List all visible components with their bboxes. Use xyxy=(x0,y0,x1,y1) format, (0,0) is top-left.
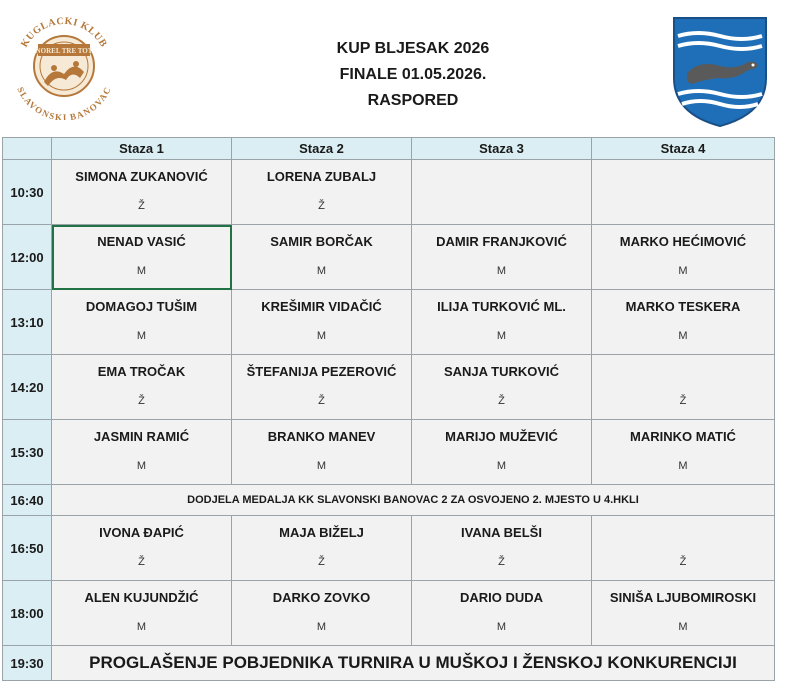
player-category: M xyxy=(496,265,507,277)
player-cell[interactable] xyxy=(592,160,775,225)
table-row xyxy=(3,290,775,355)
player-cell[interactable] xyxy=(232,225,412,290)
logo-inner-text: NOREL TRE TOT xyxy=(35,47,93,55)
event-row xyxy=(3,485,775,516)
player-name: KREŠIMIR VIDAČIĆ xyxy=(261,299,382,314)
player-name: MARKO HEĆIMOVIĆ xyxy=(619,234,747,249)
player-category: Ž xyxy=(138,395,145,407)
player-cell[interactable] xyxy=(232,355,412,420)
player-name: MAJA BIŽELJ xyxy=(279,525,364,540)
player-category: M xyxy=(316,621,327,633)
title-line-1: KUP BLJESAK 2026 xyxy=(336,40,490,57)
player-cell[interactable] xyxy=(412,516,592,581)
player-category: M xyxy=(496,330,507,342)
lane-header-1: Staza 1 xyxy=(52,138,232,160)
player-name: ILIJA TURKOVIĆ ML. xyxy=(437,299,566,314)
player-cell[interactable] xyxy=(592,225,775,290)
player-cell[interactable] xyxy=(592,420,775,485)
player-cell[interactable] xyxy=(52,290,232,355)
player-cell[interactable] xyxy=(412,290,592,355)
player-cell[interactable] xyxy=(412,225,592,290)
time-cell: 13:10 xyxy=(3,290,52,355)
player-cell[interactable] xyxy=(592,290,775,355)
title-line-3: RASPORED xyxy=(367,92,459,109)
final-row xyxy=(3,646,775,681)
player-name: DAMIR FRANJKOVIĆ xyxy=(436,234,567,249)
player-cell-selected[interactable] xyxy=(52,225,232,290)
club-logo xyxy=(8,8,120,120)
player-category: M xyxy=(678,621,688,633)
player-cell[interactable] xyxy=(412,420,592,485)
player-name: MARKO TESKERA xyxy=(625,299,741,314)
player-category: Ž xyxy=(138,200,145,212)
time-cell: 16:50 xyxy=(3,516,52,581)
time-cell: 19:30 xyxy=(3,646,52,681)
player-category: M xyxy=(678,460,688,472)
awards-announcement-cell[interactable]: PROGLAŠENJE POBJEDNIKA TURNIRA U MUŠKOJ I ŽENSKOJ KONKURENCIJI xyxy=(52,646,775,681)
table-row xyxy=(3,420,775,485)
player-cell[interactable] xyxy=(412,355,592,420)
lane-header-2: Staza 2 xyxy=(232,138,412,160)
table-row xyxy=(3,516,775,581)
player-name: DARIO DUDA xyxy=(459,590,544,605)
time-cell: 15:30 xyxy=(3,420,52,485)
player-name: IVANA BELŠI xyxy=(461,525,542,540)
player-cell[interactable] xyxy=(52,581,232,646)
player-name: DARKO ZOVKO xyxy=(272,590,371,605)
player-category: Ž xyxy=(138,556,145,568)
player-category: Ž xyxy=(498,395,505,407)
player-category: M xyxy=(136,621,147,633)
player-category: Ž xyxy=(498,556,505,568)
header-row xyxy=(3,138,775,160)
time-cell: 18:00 xyxy=(3,581,52,646)
player-category: Ž xyxy=(318,395,325,407)
player-cell[interactable] xyxy=(592,355,775,420)
table-row xyxy=(3,581,775,646)
player-cell[interactable] xyxy=(412,160,592,225)
player-category: M xyxy=(678,330,688,342)
player-cell[interactable] xyxy=(412,581,592,646)
player-name: LORENA ZUBALJ xyxy=(266,169,377,184)
player-category: M xyxy=(316,265,327,277)
title-line-2: FINALE 01.05.2026. xyxy=(339,66,487,83)
sheet-header xyxy=(0,0,786,137)
player-cell[interactable] xyxy=(592,581,775,646)
table-row xyxy=(3,225,775,290)
player-name: DOMAGOJ TUŠIM xyxy=(85,299,198,314)
player-category: M xyxy=(316,330,327,342)
player-name: MARINKO MATIĆ xyxy=(630,429,736,444)
lane-header-3: Staza 3 xyxy=(412,138,592,160)
player-category: M xyxy=(316,460,327,472)
player-category: M xyxy=(496,460,507,472)
player-name: ŠTEFANIJA PEZEROVIĆ xyxy=(246,364,397,379)
medal-ceremony-cell[interactable]: DODJELA MEDALJA KK SLAVONSKI BANOVAC 2 ZA OSVOJENO 2. MJESTO U 4.HKLI xyxy=(52,485,775,516)
player-category: M xyxy=(136,460,147,472)
player-cell[interactable] xyxy=(232,160,412,225)
player-name: SANJA TURKOVIĆ xyxy=(443,364,560,379)
player-name: BRANKO MANEV xyxy=(267,429,376,444)
player-cell[interactable] xyxy=(232,290,412,355)
table-row xyxy=(3,355,775,420)
player-cell[interactable] xyxy=(52,516,232,581)
player-category: Ž xyxy=(679,395,687,407)
table-row xyxy=(3,160,775,225)
player-name: JASMIN RAMIĆ xyxy=(93,429,190,444)
player-name: EMA TROČAK xyxy=(97,364,186,379)
player-category: Ž xyxy=(679,556,687,568)
time-cell: 12:00 xyxy=(3,225,52,290)
player-category: M xyxy=(136,265,147,277)
schedule-table xyxy=(2,137,775,681)
player-category: M xyxy=(136,330,147,342)
logo-top-text: KUGLACKI KLUB xyxy=(19,15,109,50)
player-cell[interactable] xyxy=(232,516,412,581)
player-name: IVONA ĐAPIĆ xyxy=(99,525,184,540)
player-name: NENAD VASIĆ xyxy=(97,234,186,249)
player-cell[interactable] xyxy=(592,516,775,581)
lane-header-4: Staza 4 xyxy=(592,138,775,160)
time-cell: 14:20 xyxy=(3,355,52,420)
player-name: ALEN KUJUNDŽIĆ xyxy=(84,590,199,605)
corner-cell xyxy=(3,138,52,160)
time-cell: 16:40 xyxy=(3,485,52,516)
player-name: SINIŠA LJUBOMIROSKI xyxy=(609,590,757,605)
player-category: M xyxy=(496,621,507,633)
player-category: M xyxy=(678,265,688,277)
player-category: Ž xyxy=(318,556,325,568)
player-category: Ž xyxy=(318,200,325,212)
player-cell[interactable] xyxy=(52,355,232,420)
coat-of-arms-icon xyxy=(670,14,770,130)
player-cell[interactable] xyxy=(232,581,412,646)
player-name: SAMIR BORČAK xyxy=(270,234,373,249)
player-name: MARIJO MUŽEVIĆ xyxy=(445,429,558,444)
document-title xyxy=(232,36,594,114)
player-name: SIMONA ZUKANOVIĆ xyxy=(75,169,208,184)
time-cell: 10:30 xyxy=(3,160,52,225)
player-cell[interactable] xyxy=(52,160,232,225)
logo-bottom-text: SLAVONSKI BANOVAC xyxy=(15,85,113,120)
player-cell[interactable] xyxy=(52,420,232,485)
player-cell[interactable] xyxy=(232,420,412,485)
